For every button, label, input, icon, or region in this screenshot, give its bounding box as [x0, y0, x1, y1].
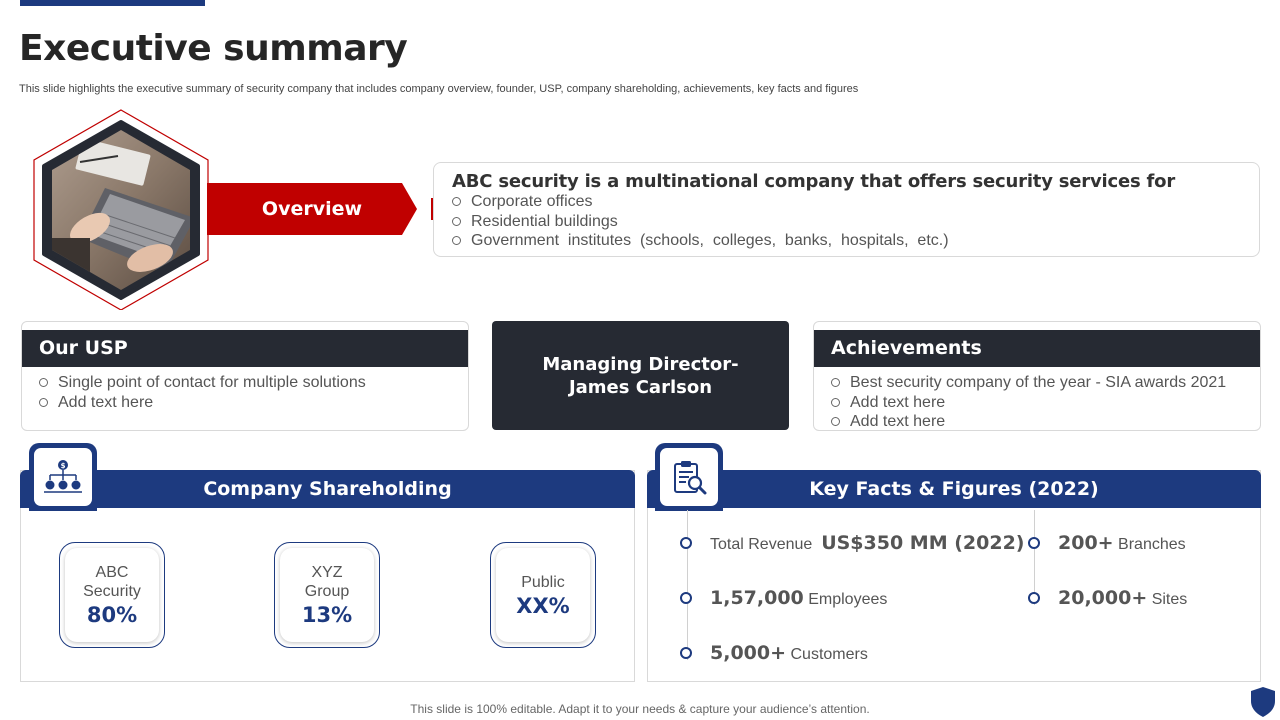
- bullet-icon: [39, 378, 48, 387]
- bullet-ring-icon: [1028, 537, 1040, 549]
- list-item: Residential buildings: [452, 212, 1259, 232]
- bullet-icon: [831, 417, 840, 426]
- share-percentage: 80%: [86, 603, 138, 627]
- list-item: Single point of contact for multiple solutions: [39, 373, 468, 393]
- bullet-ring-icon: [680, 537, 692, 549]
- timeline-line-left: [687, 510, 688, 660]
- shareholding-icon-tab: [29, 443, 97, 511]
- list-item: Add text here: [831, 393, 1260, 413]
- usp-list: [39, 373, 468, 412]
- bullet-icon: [831, 398, 840, 407]
- key-facts-title: Key Facts & Figures (2022): [647, 470, 1261, 508]
- usp-title: Our USP: [22, 330, 468, 367]
- bullet-ring-icon: [680, 647, 692, 659]
- bullet-icon: [452, 236, 461, 245]
- achievements-list: [831, 373, 1260, 431]
- bullet-icon: [452, 217, 461, 226]
- list-item: Add text here: [39, 393, 468, 413]
- shareholder-xyz-group: XYZ Group 13%: [274, 542, 380, 648]
- fact-revenue: Total Revenue US$350 MM (2022): [710, 532, 1024, 554]
- shield-icon: [1250, 686, 1276, 718]
- footer-note: This slide is 100% editable. Adapt it to your needs & capture your audience’s attention.: [410, 702, 870, 716]
- key-facts-icon-tab: [655, 443, 723, 511]
- bullet-icon: [452, 197, 461, 206]
- managing-director-role: Managing Director-: [542, 353, 739, 375]
- bullet-icon: [831, 378, 840, 387]
- shareholder-abc-security: ABC Security 80%: [59, 542, 165, 648]
- overview-box: [433, 162, 1260, 257]
- org-chart-dollar-icon: [43, 459, 83, 495]
- overview-hexagon-image: [30, 108, 212, 310]
- overview-list: [452, 192, 1259, 251]
- list-item: Best security company of the year - SIA awards 2021: [831, 373, 1260, 393]
- shareholder-public: Public XX%: [490, 542, 596, 648]
- clipboard-magnifier-icon: [671, 459, 707, 495]
- overview-label: Overview: [261, 198, 363, 220]
- fact-customers: 5,000+ Customers: [710, 642, 868, 664]
- svg-text:$: $: [60, 462, 66, 470]
- achievements-card: [813, 321, 1261, 431]
- fact-employees: 1,57,000 Employees: [710, 587, 887, 609]
- list-item: Government institutes (schools, colleges, banks, hospitals, etc.): [452, 231, 1259, 251]
- page-subtitle: This slide highlights the executive summary of security company that includes company overview, founder, USP, company shareholding, achievements, key facts and figures: [19, 83, 859, 95]
- list-item: Add text here: [831, 412, 1260, 431]
- fact-branches: 200+ Branches: [1058, 532, 1186, 554]
- list-item: Corporate offices: [452, 192, 1259, 212]
- bullet-ring-icon: [1028, 592, 1040, 604]
- managing-director-box: [492, 321, 789, 430]
- page-title: Executive summary: [19, 28, 408, 69]
- achievements-title: Achievements: [814, 330, 1260, 367]
- bullet-icon: [39, 398, 48, 407]
- bullet-ring-icon: [680, 592, 692, 604]
- share-percentage: 13%: [301, 603, 353, 627]
- top-accent-bar: [20, 0, 205, 6]
- fact-sites: 20,000+ Sites: [1058, 587, 1187, 609]
- usp-card: [21, 321, 469, 431]
- shareholding-title: Company Shareholding: [20, 470, 635, 508]
- share-percentage: XX%: [516, 593, 570, 618]
- overview-heading: ABC security is a multinational company that offers security services for: [452, 171, 1176, 192]
- timeline-line-right: [1034, 510, 1035, 605]
- managing-director-name: James Carlson: [568, 376, 713, 398]
